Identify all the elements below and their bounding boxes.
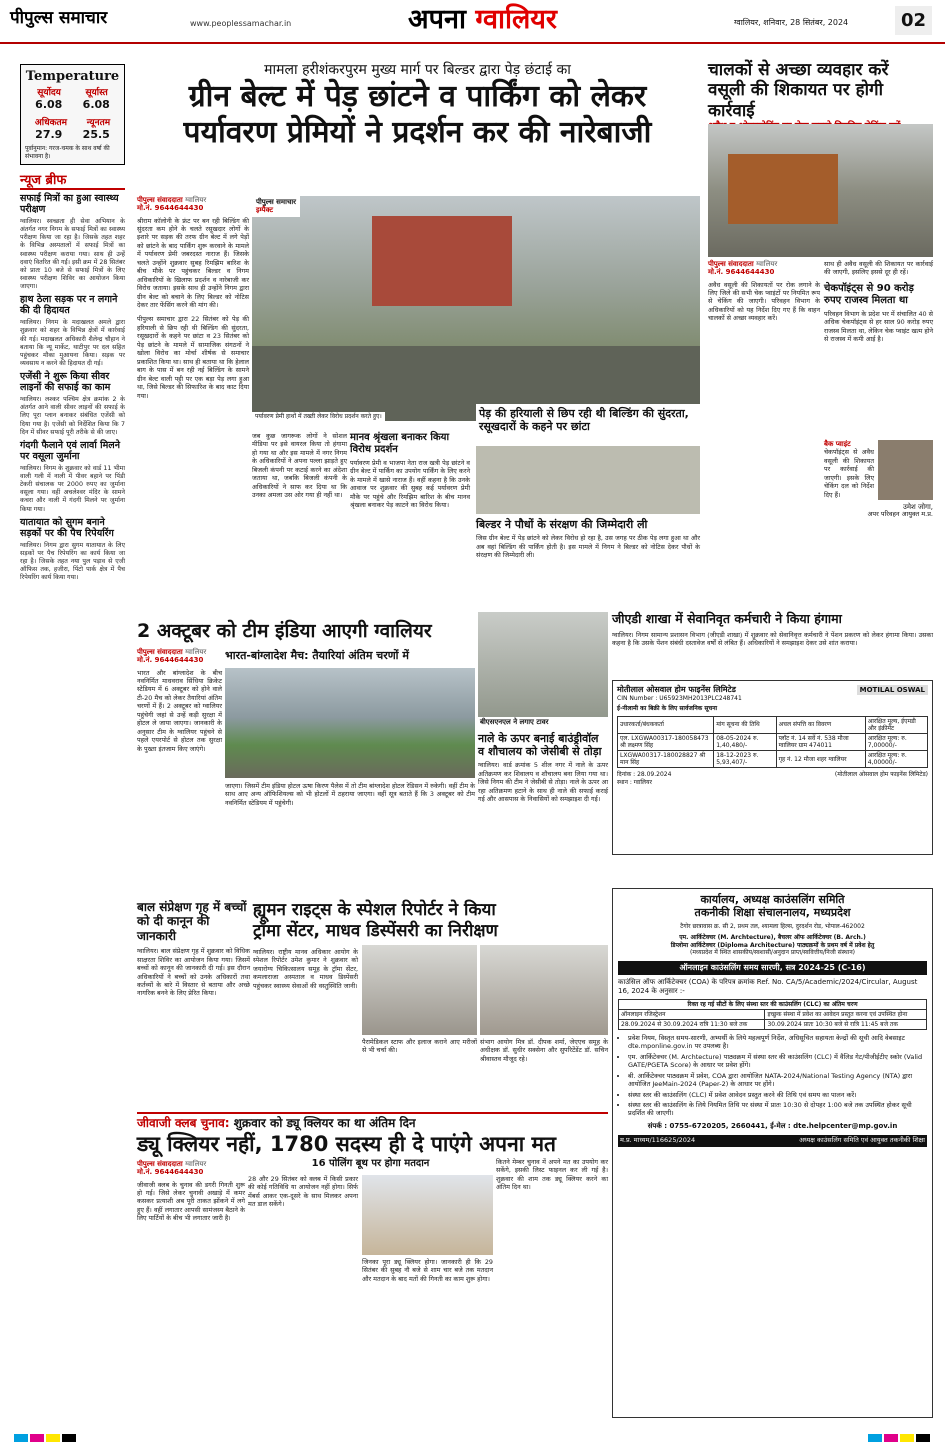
issue-date: ग्वालियर, शनिवार, 28 सितंबर, 2024: [734, 18, 849, 27]
human-rights-headline-1[interactable]: ह्यूमन राइट्स के स्पेशल रिपोर्टर ने किया: [253, 900, 496, 920]
hospital-visit-photo-2[interactable]: [480, 945, 608, 1035]
lead-column-2: [252, 432, 347, 500]
lead-column-1: [137, 196, 249, 400]
transport-headline-1[interactable]: चालकों से अच्छा व्यवहार करें: [708, 60, 889, 80]
quote-box: [824, 440, 933, 519]
builder-body: जिस ग्रीन बेल्ट में पेड़ छांटने को लेकर विरोध हो रहा है, उस जगह पर ठीक पेड़ लगा हुआ था और अब वहां बिल्डिंग की पार्किंग होती है। इस मामले में निगम ने बिल्डर को नोटिस देकर पौधों के संरक्षण की जिम्मेदारी ली।: [476, 534, 700, 560]
jiadi-story: [612, 612, 933, 648]
byline: पीपुल्स संवाददाता ग्वालियर: [137, 648, 207, 656]
black-swatch: [916, 1434, 930, 1442]
lead-headline-2[interactable]: पर्यावरण प्रेमियों ने प्रदर्शन कर की नारेबाजी: [183, 114, 652, 150]
jiwaji-column-2: [248, 1175, 358, 1209]
sunset-value: 6.08: [82, 97, 110, 111]
sunrise-value: 6.08: [35, 97, 63, 111]
cyan-swatch: [14, 1434, 28, 1442]
counselling-address: टैगोर छात्रावास क्र. सी 2, प्रथम तल, श्यामला हिल्स, दुरदर्शन रोड, भोपाल-462002: [680, 922, 865, 930]
newspaper-clipping-image[interactable]: [476, 446, 700, 514]
counselling-course: एम. आर्किटेक्चर (M. Archtecture), बैचलर ऑफ आर्किटेक्चर (B. Arch.): [679, 933, 866, 941]
transport-column-2: [824, 260, 933, 344]
table-row: 28.09.2024 से 30.09.2024 रात्रि 11:30 बजे तक 30.09.2024 प्रातः 10:30 बजे से रात्रि 11:45 बजे तक: [619, 1019, 927, 1029]
cricket-column-2: [225, 782, 475, 807]
jiwaji-body-4: कितने मेम्बर चुनाव में अपने मत का उपयोग कर सकेंगे, इसकी लिस्ट फाइनल कर ली गई है। शुक्रवार की शाम तक ड्यू क्लियर करने का अंतिम दिन था।: [496, 1158, 608, 1192]
lead-column-3: [350, 432, 470, 510]
left-sidebar: [20, 64, 125, 583]
inset-headline[interactable]: पेड़ की हरियाली से छिप रही थी बिल्डिंग की सुंदरता, रसूखदारों के कहने पर छांटा: [479, 407, 689, 434]
cricket-story: [137, 620, 477, 642]
brief-text: ग्वालियर। स्वच्छता ही सेवा अभियान के अंतर्गत नगर निगम के सफाई मित्रों का स्वास्थ्य परीक्षण किया जा रहा है। जिसके तहत शहर के विभिन्न अस्पतालों में सफाई मित्रों का स्वास्थ्य परीक्षण कराया गया। साथ ही उन्हें दवाएं वितरित की गईं। इसी क्रम में 28 सितंबर को प्रातः 10 बजे से सफाई मित्रों के लिए स्वास्थ्य परीक्षण शिविर का आयोजन किया जाएगा।: [20, 217, 125, 291]
human-rights-story: [253, 900, 608, 943]
quote-name: उमेश जोगा,: [903, 503, 933, 511]
byline-mobile: मो.नं. 9644644430: [137, 656, 204, 665]
lead-headline-1[interactable]: ग्रीन बेल्ट में पेड़ छांटने व पार्किंग को लेकर: [188, 78, 647, 114]
checkpoint-subhead[interactable]: चेकपॉइंट्स से 90 करोड़ रुपए राजस्व मिलता था: [824, 282, 914, 306]
child-home-story: [137, 900, 250, 998]
inset-headline-box: [476, 404, 700, 436]
builder-subhead[interactable]: बिल्डर ने पौधों के संरक्षण की जिम्मेदारी ली: [476, 518, 648, 531]
cricket-body-2: जाएगा। जिसमें टीम इंडिया होटल ऊषा किरण पैलेस में तो टीम बांग्लादेश होटल रेडिसन में रुकेगी। वहीं टीम के साथ आए अन्य ऑफिशियल्स को भी होटलों में ठहराया जाएगा। वहीं सूत्र बताते हैं कि 3 अक्टूबर को टीम नवनिर्मित स्टेडियम में पहुंचेगी।: [225, 782, 475, 807]
byline: पीपुल्स संवाददाता ग्वालियर: [708, 260, 778, 268]
photo-caption: बीएसएनएल ने लगाए टावर: [478, 717, 608, 727]
list-item: • प्रवेश नियम, विस्तृत समय-सारणी, अभ्यर्थी के लिये महत्वपूर्ण निर्देश, अधिसूचित सहायता केन्द्रों की सूची आदि वेबसाइट dte.mponline.gov.in पर उपलब्ध है।: [628, 1034, 927, 1051]
counselling-title-1: कार्यालय, अध्यक्ष काउंसलिंग समिति: [700, 893, 845, 906]
drain-body: ग्वालियर। वार्ड क्रमांक 5 शील नगर में नाले के ऊपर अतिक्रमण कर शिवालय व शौचालय बना लिया गया था। जिसे निगम की टीम ने जेसीबी से तोड़ा। नाले के ऊपर आ रहा अतिक्रमण हटाने के साथ ही नाले की सफाई कराई गई और आसपास के निवासियों को समझाइश दी गई।: [478, 761, 608, 804]
counselling-ad: [612, 888, 933, 1418]
brief-headline[interactable]: गंदगी फैलाने एवं लार्वा मिलने पर वसूला जुर्माना: [20, 439, 120, 462]
drain-story: [478, 732, 608, 804]
black-swatch: [62, 1434, 76, 1442]
byline: पीपुल्स संवाददाता ग्वालियर: [137, 1160, 207, 1168]
brief-item: [20, 295, 125, 368]
brief-text: ग्वालियर। निगम के मदाखलत अमले द्वारा शुक्रवार को शहर के विभिन्न क्षेत्रों में कार्रवाई की गई। मदाखलत अधिकारी शैलेन्द्र चौहान ने बताया कि न्यू मार्केट, थाटीपुर पर दल सहित पहुंचकर मौका मुआयना किया। सड़क पर व्यवसाय न करने की हिदायत दी गई।: [20, 319, 125, 368]
schedule-header: ऑनलाइन काउंसलिंग समय सारणी, सत्र 2024-25 (C-16): [618, 961, 927, 974]
cricket-headline[interactable]: 2 अक्टूबर को टीम इंडिया आएगी ग्वालियर: [137, 620, 432, 642]
truck-shape: [728, 154, 838, 224]
quote-body: चेकपॉइंट्स से अवैध वसूली की शिकायत पर कार्रवाई की जाएगी। इसके लिए चेकिंग दल को निर्देश दिए हैं।: [824, 448, 874, 499]
hospital-visit-photo-1[interactable]: [362, 945, 477, 1035]
brief-headline[interactable]: सफाई मित्रों का हुआ स्वास्थ्य परीक्षण: [20, 192, 119, 215]
schedule-table: [618, 999, 927, 1030]
brief-headline[interactable]: हाथ ठेला सड़क पर न लगाने की दी हिदायत: [20, 294, 118, 317]
lead-kicker: मामला हरीशंकरपुरम मुख्य मार्ग पर बिल्डर द्वारा पेड़ छंटाई का: [264, 62, 571, 78]
jiwaji-story: [137, 1112, 608, 1157]
child-home-headline[interactable]: बाल संप्रेक्षण गृह में बच्चों को दी कानून की जानकारी: [137, 900, 247, 943]
transport-headline-2[interactable]: वसूली की शिकायत पर होगी कार्रवाई: [708, 80, 883, 121]
jiwaji-kicker: जीवाजी क्लब चुनाव: शुक्रवार को ड्यू क्लियर का था अंतिम दिन: [137, 1112, 608, 1130]
table-row: एल. LXGWA00317-180058473 श्री लक्ष्मण सिंह 08-05-2024 रु. 1,40,480/- प्लॉट नं. 14 सर्वे नं. 538 मौजा ग्वालियर ग्राम 474011 आरक्षित मूल्य: रु. 7,00000/-: [618, 734, 928, 751]
ad-brand: MOTILAL OSWAL: [857, 685, 928, 695]
table-row: रिक्त रह गई सीटों के लिए संस्था स्तर की काउंसलिंग (CLC) का अंतिम चरण: [619, 999, 927, 1009]
brief-item: [20, 194, 125, 291]
stadium-photo[interactable]: [225, 668, 475, 778]
jiadi-headline[interactable]: जीएडी शाखा में सेवानिवृत कर्मचारी ने किया हंगामा: [612, 611, 842, 626]
byline-mobile: मो.नं. 9644644430: [137, 1168, 204, 1177]
transport-story: [708, 60, 933, 132]
official-portrait: [878, 440, 933, 500]
news-brief-title: न्यूज ब्रीफ: [20, 173, 125, 190]
bsnl-tower-photo[interactable]: [478, 612, 608, 727]
counselling-notice: काउंसिल ऑफ आर्किटेक्चर (COA) के परिपत्र क्रमांक Ref. No. CA/5/Academic/2024/Circular, August 16, 2024 के अनुसार :-: [618, 977, 918, 995]
sunset-label: सूर्यास्त: [85, 88, 108, 99]
website-url[interactable]: www.peoplessamachar.in: [190, 19, 292, 28]
brief-headline[interactable]: यातायात को सुगम बनाने सड़कों पर की पैच रिपेयरिंग: [20, 516, 114, 539]
magenta-swatch: [30, 1434, 44, 1442]
transport-column-1: [708, 260, 820, 323]
table-row: उधारकर्ता/बंधककर्ता मांग सूचना की तिथि अचल संपत्ति का विवरण आरक्षित मूल्य, ईएमडी और इंक्रीमेंट: [618, 716, 928, 733]
lead-column-4: [476, 518, 700, 560]
ad-date: दिनांक : 28.09.2024: [617, 771, 672, 779]
jiwaji-subhead: 16 पोलिंग बूथ पर होगा मतदान: [311, 1158, 430, 1169]
section-title: अपना ग्वालियर: [408, 4, 557, 35]
byline: पीपुल्स संवाददाता ग्वालियर: [137, 196, 207, 204]
drain-headline[interactable]: नाले के ऊपर बनाई बाउंड्रीवॉल व शौचालय को जेसीबी से तोड़ा: [478, 732, 602, 759]
child-home-body: ग्वालियर। बाल संप्रेक्षण गृह में शुक्रवार को विधिक साक्षरता शिविर का आयोजन किया गया। जिसमें बच्चों को कानून की जानकारी दी गई। इस दौरान अधिकारियों ने बच्चों को उनके अधिकारों तथा कर्तव्यों के बारे में विस्तार से बताया और अच्छे नागरिक बनने के लिए प्रेरित किया।: [137, 947, 250, 998]
truck-checkpoint-photo[interactable]: [708, 124, 933, 257]
table-row: ऑनलाइन रजिस्ट्रेशन इच्छुक संस्था में प्रवेश का आवेदन प्रस्तुत करना एवं उपस्थित होना: [619, 1009, 927, 1019]
brief-text: ग्वालियर। निगम द्वारा सुगम यातायात के लिए सड़कों पर पैच रिपेयरिंग का कार्य किया जा रहा है। जिसके तहत नया पुल पड़ाव से एजी ऑफिस तक, हजीरा, पिंटो पार्क क्षेत्र में पैच रिपेयरिंग कार्य किया गया।: [20, 541, 125, 582]
counselling-footer: म.प्र. माध्यम/116625/2024 अध्यक्ष काउंसलिंग समिति एवं आयुक्त तकनीकी शिक्षा: [618, 1135, 927, 1147]
transport-body-1: अवैध वसूली की शिकायतों पर रोक लगाने के लिए जिले की सभी चेक प्वाइंटों पर नियमित रूप से चेकिंग की जाएगी। परिवहन विभाग के अधिकारियों को यह निर्देश दिए गए हैं कि वाहन चालकों से अच्छा व्यवहार करें।: [708, 280, 820, 323]
protest-photo[interactable]: [252, 196, 700, 421]
lead-story: [135, 62, 700, 151]
lead-body-1: श्रीराम कॉलोनी के फ्रंट पर बन रही बिल्डिंग की सुंदरता कम होने के चलते रसूखदार लोगों के इशारे पर सड़क की तरफ ग्रीन बेल्ट में लगे पेड़ों को छांटने के बाद पार्किंग शुरू करवाने के मामले में पर्यावरण प्रेमी जबरदस्त नाराज हैं। जिसके चलते उन्होंने शुक्रवार सुबह रिमझिम बारिश के बीच मौके पर पहुंचकर बिल्डर व निगम अधिकारियों के खिलाफ प्रदर्शन व नारेबाजी कर विरोध जताया। इसके साथ ही उन्होंने निगम द्वारा ग्रीन बेल्ट को बचाने के लिए बिल्डर को नोटिस देकर तार फेंसिंग करने की मांग की।: [137, 216, 249, 310]
auction-table: [617, 716, 928, 768]
cricket-column-1: [137, 648, 222, 753]
brief-item: [20, 441, 125, 514]
human-rights-body: ग्वालियर। राष्ट्रीय मानव अधिकार आयोग के स्पेशल रिपोर्टर उमेश कुमार ने शुक्रवार को जयारोग्य चिकित्सालय समूह के ट्रॉमा सेंटर, कमलाराजा अस्पताल व माधव डिस्पेंसरी पहुंचकर स्वास्थ्य सेवाओं की वस्तुस्थिति जानी।: [253, 948, 358, 990]
jiwaji-column-3: [362, 1258, 493, 1283]
table-row: LXGWA00317-180028827 श्री मान सिंह 18-12-2023 रु. 5,93,407/- गृह नं. 12 मौजा शहर ग्वालियर आरक्षित मूल्य: रु. 4,00000/-: [618, 751, 928, 768]
byline-mobile: मो.नं. 9644644430: [708, 268, 775, 277]
list-item: • संस्था स्तर की काउंसलिंग (CLC) में प्रवेश आवेदन प्रस्तुत करने की तिथि एवं समय का पालन करें।: [628, 1091, 927, 1099]
forecast-note: पूर्वानुमान: गरज-चमक के साथ वर्षा की संभावना है।: [25, 145, 110, 160]
ad-cin: CIN Number : U65923MH2013PLC248741: [617, 695, 742, 703]
human-rights-headline-2[interactable]: ट्रॉमा सेंटर, माधव डिस्पेंसरी का निरीक्षण: [253, 921, 498, 942]
human-rights-column: [253, 948, 358, 990]
list-item: • बी. आर्किटेक्चर पाठ्यक्रम में प्रवेश, COA द्वारा आयोजित NATA-2024/National Testing Agency (NTA) द्वारा आयोजित JeeMain-2024 (Paper-2) के आधार पर होंगे।: [628, 1072, 927, 1089]
jiwaji-column-4: [496, 1158, 608, 1192]
counselling-points: [628, 1034, 927, 1118]
counselling-course-2: डिप्लोमा आर्किटेक्चर (Diploma Architecture) पाठ्यक्रमों के प्रथम वर्ष में प्रवेश हेतु: [670, 941, 875, 949]
yellow-swatch: [46, 1434, 60, 1442]
ad-subtitle: ई-नीलामी का बिक्री के लिए सार्वजनिक सूचना: [617, 705, 718, 713]
counselling-title-2: तकनीकी शिक्षा संचालनालय, मध्यप्रदेश: [694, 905, 851, 919]
transport-body-2: साथ ही अवैध वसूली की शिकायत पर कार्रवाई की जाएगी, इसलिए इससे दूर ही रहें।: [824, 260, 933, 277]
side-headline[interactable]: मानव श्रृंखला बनाकर किया विरोध प्रदर्शन: [350, 432, 450, 455]
jiwaji-club-photo[interactable]: [362, 1175, 493, 1255]
brief-item: [20, 372, 125, 437]
building-shape: [372, 216, 512, 306]
min-value: 25.5: [82, 127, 110, 141]
human-rights-caption-1: पैरामेडिकल स्टाफ और इलाज कराने आए मरीजों से भी चर्चा की।: [362, 1038, 477, 1055]
yellow-swatch: [900, 1434, 914, 1442]
jiwaji-headline[interactable]: ड्यू क्लियर नहीं, 1780 सदस्य ही दे पाएंगे अपना मत: [137, 1132, 557, 1157]
brief-text: ग्वालियर। निगम के शुक्रवार को वार्ड 11 भीमा वाली गली में नाली में पीवर बहाने पर पिंडी टेकरी संचालक पर 2000 रुपए का जुर्माना वसूला गया। वहीं अचलेश्वर मंदिर के सामने कचरा और नाली में गंदगी मिलने पर जुर्माना किया गया।: [20, 464, 125, 513]
counselling-course-3: (मध्यप्रदेश में स्थित शासकीय/स्वशासी/अनुदान प्राप्त/स्ववित्तीय/निजी संस्थान): [689, 949, 855, 957]
brief-text: ग्वालियर। लश्कर पश्चिम क्षेत्र क्रमांक 2 के अंतर्गत आने वाली सीवर लाइनों की सफाई के लिए पूरा प्लान बनाकर संबंधित एजेंसी को दिया गया है। एजेंसी को निर्देशित किया कि 7 दिन में सीवर सफाई पूरी तरीके से की जाए।: [20, 396, 125, 436]
impact-badge: पीपुल्स समाचार इम्पैक्ट: [252, 196, 300, 217]
print-registration-bar: [0, 1430, 945, 1445]
jiwaji-body-3: जिनका पूरा ड्यू क्लियर होगा। जानकारी ही कि 29 सितंबर की सुबह नौ बजे से शाम चार बजे तक मतदान और मतदान के बाद मतों की गिनती का काम शुरू होगा।: [362, 1258, 493, 1283]
masthead: [0, 0, 945, 44]
temperature-title: Temperature: [25, 69, 120, 84]
brief-headline[interactable]: एजेंसी ने शुरू किया सीवर लाइनों की सफाई का काम: [20, 371, 111, 394]
brief-item: [20, 518, 125, 583]
motilal-oswal-ad: [612, 680, 933, 855]
quote-label: बैक प्वाइंट: [824, 440, 851, 448]
jiwaji-body-2: 28 और 29 सितंबर को क्लब में किसी प्रकार की कोई गतिविधि या आयोजन नहीं होगा। सिर्फ मेंबर्स आकर एक-दूसरे के साथ मिलकर अपना मत डाल सकेंगे।: [248, 1175, 358, 1209]
side-body: पर्यावरण प्रेमी व भाजपा नेता राज खत्री पेड़ छांटने व ग्रीन बेल्ट में पार्किंग का उपयोग पार्किंग के लिए करने के मामले में खासे नाराज हैं। वहीं कहना है कि उनके आवाज पर शुक्रवार की सुबह कई पर्यावरण प्रेमी मौके पर पहुंचे और रिमझिम बारिश के बीच मानव श्रृंखला बनाकर पेड़ काटने का विरोध किया।: [350, 459, 470, 510]
lead-body-3: जब कुछ जागरूक लोगों ने सोशल मीडिया पर इसे वायरल किया तो हंगामा हो गया था और इस मामले में नगर निगम के अधिकारियों ने अपना पल्ला झाड़ते हुए बिजली कंपनी पर कटाई करने का अंदेशा जताया था, जबकि बिजली कंपनी के अधिकारियों ने साफ कर दिया था कि उनका अमला उस ओर गया ही नहीं था।: [252, 432, 347, 500]
checkpoint-body: परिवहन विभाग के प्रदेश भर में संचालित 40 से अधिक चेकपॉइंट्स से हर साल 90 करोड़ रुपए राजस्व मिलता था, लेकिन चेक प्वाइंट खत्म होने से राजस्व में कमी आई है।: [824, 309, 933, 344]
cricket-subhead: भारत-बांग्लादेश मैच: तैयारियां अंतिम चरणों में: [225, 649, 409, 662]
photo-caption: पर्यावरण प्रेमी हाथों में तख्ती लेकर विरोध प्रदर्शन करते हुए।: [252, 412, 385, 421]
max-label: अधिकतम: [34, 117, 68, 128]
max-value: 27.9: [35, 127, 63, 141]
sunrise-label: सूर्योदय: [37, 88, 61, 99]
list-item: • संस्था स्तर की काउंसलिंग के लिये नियमित तिथि पर संस्था में प्रातः 10:30 से दोपहर 1:00 बजे तक उपस्थित होकर सूची प्रदर्शित की जाएगी।: [628, 1101, 927, 1118]
byline-mobile: मो.नं. 9644644430: [137, 204, 204, 213]
jiwaji-column-1: [137, 1160, 245, 1223]
newspaper-logo[interactable]: पीपुल्स समाचार: [10, 8, 108, 28]
jiwaji-body-1: जीवाजी क्लब के चुनाव की डगरी गिनती शुरू हो गई। जिसे लेकर चुनावी अखाड़े में कमर कसकर प्रत्याशी अब पूरी ताकत झोंकने में लगे हुए हैं। वहीं लगातार आपसी सामंजस्य बैठाने के लिए पार्टियों के बीच भी लगातार जारी है।: [137, 1180, 245, 1223]
min-label: न्यूनतम: [86, 117, 111, 128]
ad-signature: (मोतीलाल ओसवाल होम फाइनेंस लिमिटेड): [834, 771, 928, 779]
quote-title: अपर परिवहन आयुक्त म.प्र.: [867, 510, 933, 519]
ad-place: स्थान : ग्वालियर: [617, 779, 652, 787]
list-item: • एम. आर्किटेक्चर (M. Archtecture) पाठ्यक्रम में संस्था स्तर की काउंसलिंग (CLC) में वैलिड गेट/पीजीईटीए स्कोर (Valid GATE/PGETA Score) के आधार पर प्रवेश होंगे।: [628, 1053, 927, 1070]
magenta-swatch: [884, 1434, 898, 1442]
lead-body-2: पीपुल्स समाचार द्वारा 22 सितंबर को पेड़ की हरियाली से छिप रही थी बिल्डिंग की सुंदरता, रसूखदारों के कहने पर छांटा व 23 सितंबर को पेड़ छांटने के मामले में सामाजिक संगठनों ने खोला विरोध का मोर्चा शीर्षक से समाचार प्रकाशित किया था। साथ ही बताया था कि हेलाल बाग के पास में बन रही नई बिल्डिंग के सामने ग्रीन बेल्ट वाली पट्टी पर एक बड़ा पेड़ लगा हुआ था, जिसे बिल्डर की सिफारिश के बाद काट दिया गया।: [137, 315, 249, 400]
page-number: 02: [895, 6, 932, 35]
jiadi-body: ग्वालियर। निगम सामान्य प्रशासन विभाग (जीएडी शाखा) में शुक्रवार को सेवानिवृत्त कर्मचारी ने पेंशन प्रकरण को लेकर हंगामा किया। उसका कहना है कि उसके पेंशन संबंधी दस्तावेज वर्षों से लंबित हैं। अधिकारियों ने समझाइश देकर उसे शांत कराया।: [612, 630, 933, 648]
cyan-swatch: [868, 1434, 882, 1442]
ad-title: मोतीलाल ओसवाल होम फाइनेंस लिमिटेड: [617, 685, 736, 694]
counselling-contact[interactable]: संपर्क : 0755-6720205, 2660441, ई-मेल : dte.helpcenter@mp.gov.in: [647, 1121, 898, 1130]
human-rights-caption-2: संभाग आयोग मित्र डॉ. दीपक शर्मा, जेएएच समूह के अधीक्षक डॉ. सुधीर सक्सेना और सुपरिटेंडेंट डॉ. सचिन श्रीवास्तव मौजूद रहे।: [480, 1038, 608, 1063]
cricket-body: भारत और बांग्लादेश के बीच नवनिर्मित माधवराव सिंधिया क्रिकेट स्टेडियम में 6 अक्टूबर को होने वाले टी-20 मैच को लेकर तैयारियां अंतिम चरणों में हैं। 2 अक्टूबर को ग्वालियर पहुंचेगी जहां से उन्हें कड़ी सुरक्षा में होटल ले जाया जाएगा। जानकारी के अनुसार टीम के ग्वालियर पहुंचने से पहले एयरपोर्ट से होटल तक सुरक्षा के पुख्ता इंतजाम किए जाएंगे।: [137, 668, 222, 753]
temperature-box: [20, 64, 125, 165]
